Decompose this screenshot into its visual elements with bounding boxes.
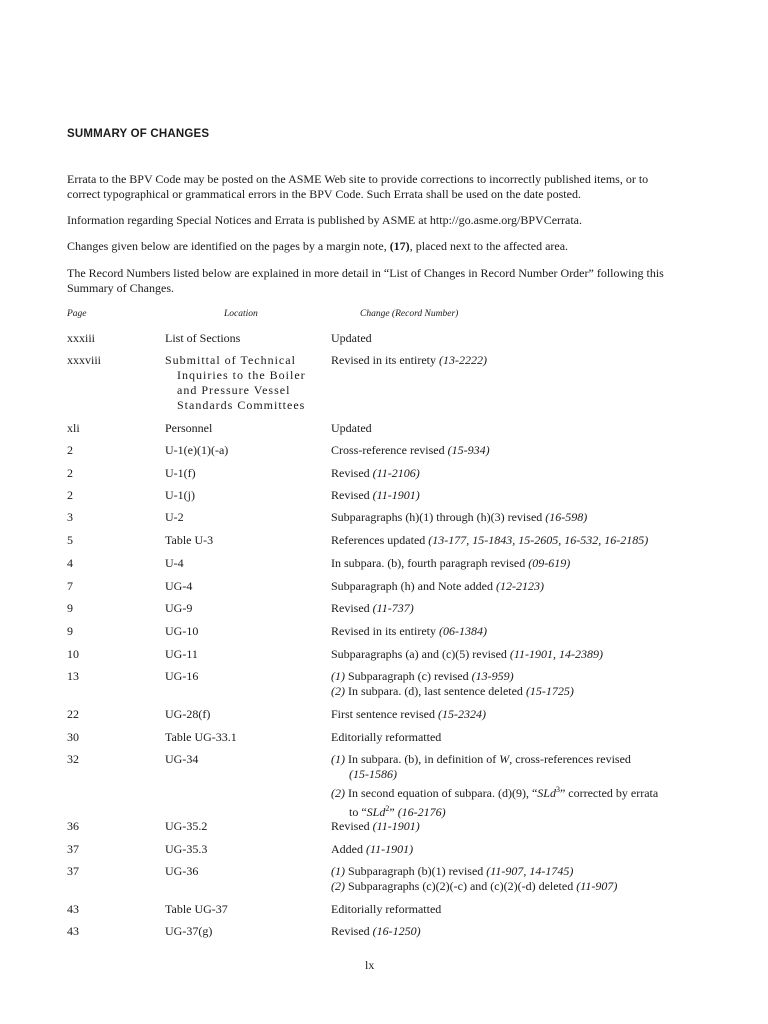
change-text: Updated bbox=[331, 421, 372, 435]
item-number: (1) bbox=[331, 752, 345, 766]
change-text: Subparagraphs (h)(1) through (h)(3) revised bbox=[331, 510, 546, 524]
superscript: 3 bbox=[555, 785, 560, 794]
row-page: 4 bbox=[67, 556, 73, 570]
intro-paragraph-record-numbers: The Record Numbers listed below are explained in more detail in “List of Changes in Record Number Order” following this Summary of Changes. bbox=[67, 266, 664, 295]
row-page: 30 bbox=[67, 730, 79, 744]
row-location: U-1(j) bbox=[165, 488, 195, 502]
location-line: Standards Committees bbox=[177, 398, 306, 412]
change-text: , cross-references revised bbox=[509, 752, 631, 766]
margin-note-marker: (17) bbox=[389, 239, 410, 253]
intro-paragraph-margin-note bbox=[67, 239, 681, 254]
change-text: Subparagraph (c) revised bbox=[345, 669, 472, 683]
page-number: lx bbox=[365, 958, 375, 972]
change-text: Revised bbox=[331, 601, 373, 615]
column-header-page: Page bbox=[67, 309, 87, 319]
row-change bbox=[331, 819, 681, 834]
change-text: In second equation of subpara. (d)(9), “ bbox=[345, 786, 538, 800]
change-item bbox=[331, 879, 681, 894]
change-item bbox=[331, 669, 681, 684]
margin-note-text: Changes given below are identified on the pages by a margin note, bbox=[67, 239, 390, 253]
row-location: UG-37(g) bbox=[165, 924, 213, 938]
record-number: (15-934) bbox=[447, 443, 490, 457]
record-number: (15-2324) bbox=[437, 707, 486, 721]
change-text: Revised bbox=[331, 819, 373, 833]
record-number: (16-598) bbox=[545, 510, 588, 524]
row-change bbox=[331, 466, 681, 481]
row-location: Table UG-33.1 bbox=[165, 730, 237, 744]
record-number: (11-1901) bbox=[366, 842, 414, 856]
row-location: UG-16 bbox=[165, 669, 199, 683]
row-location: U-4 bbox=[165, 556, 184, 570]
item-number: (2) bbox=[331, 786, 345, 800]
change-text: Editorially reformatted bbox=[331, 902, 442, 916]
margin-note-text-end: , placed next to the affected area. bbox=[409, 239, 569, 253]
record-number: (13-959) bbox=[471, 669, 514, 683]
change-text: Revised in its entirety bbox=[331, 353, 439, 367]
record-number: (11-1901, 14-2389) bbox=[509, 647, 604, 661]
record-number: (11-1901) bbox=[372, 488, 420, 502]
row-location: UG-35.3 bbox=[165, 842, 208, 856]
row-page: 36 bbox=[67, 819, 79, 833]
variable: SLd bbox=[366, 805, 386, 819]
location-line: Inquiries to the Boiler bbox=[177, 368, 306, 382]
item-number: (1) bbox=[331, 864, 345, 878]
row-location: UG-28(f) bbox=[165, 707, 211, 721]
row-change bbox=[331, 730, 681, 745]
row-page: xxxiii bbox=[67, 331, 96, 345]
intro-paragraph-errata: Errata to the BPV Code may be posted on the ASME Web site to provide corrections to incorrectly published items, or to correct typographical or grammatical errors in the BPV Code. Such Errata shall be used on the date posted. bbox=[67, 172, 649, 201]
row-page: 22 bbox=[67, 707, 79, 721]
row-change bbox=[331, 331, 681, 346]
row-location: UG-35.2 bbox=[165, 819, 208, 833]
row-change bbox=[331, 752, 681, 820]
change-text: Subparagraphs (c)(2)(-c) and (c)(2)(-d) deleted bbox=[345, 879, 577, 893]
change-text: Cross-reference revised bbox=[331, 443, 448, 457]
record-number: (11-737) bbox=[372, 601, 414, 615]
row-change bbox=[331, 842, 681, 857]
item-number: (1) bbox=[331, 669, 345, 683]
row-change bbox=[331, 510, 681, 525]
item-number: (2) bbox=[331, 684, 345, 698]
row-change bbox=[331, 924, 681, 939]
row-page: 9 bbox=[67, 624, 73, 638]
record-number: (11-907) bbox=[576, 879, 618, 893]
row-change bbox=[331, 353, 681, 368]
change-item-continued bbox=[331, 801, 681, 820]
row-location: UG-9 bbox=[165, 601, 193, 615]
change-text: to “ bbox=[349, 805, 367, 819]
row-page: 37 bbox=[67, 864, 79, 878]
row-change bbox=[331, 488, 681, 503]
row-page: xli bbox=[67, 421, 80, 435]
row-change bbox=[331, 902, 681, 917]
change-item bbox=[331, 684, 681, 699]
row-change bbox=[331, 669, 681, 699]
record-number: (09-619) bbox=[528, 556, 571, 570]
record-number: (11-907, 14-1745) bbox=[486, 864, 574, 878]
intro-paragraph-notices: Information regarding Special Notices and Errata is published by ASME at http://go.asme.org/BPVCerrata. bbox=[67, 213, 583, 227]
row-change bbox=[331, 624, 681, 639]
row-page: 5 bbox=[67, 533, 73, 547]
change-text: Revised in its entirety bbox=[331, 624, 439, 638]
row-page: 2 bbox=[67, 443, 73, 457]
change-text: Revised bbox=[331, 466, 373, 480]
change-text: In subpara. (b), fourth paragraph revised bbox=[331, 556, 529, 570]
row-location: UG-34 bbox=[165, 752, 199, 766]
row-change bbox=[331, 647, 681, 662]
record-number: (15-1586) bbox=[349, 767, 397, 781]
row-page: 3 bbox=[67, 510, 73, 524]
change-item bbox=[331, 782, 681, 801]
row-page: 13 bbox=[67, 669, 79, 683]
row-change bbox=[331, 864, 681, 894]
row-page: 2 bbox=[67, 488, 73, 502]
row-change bbox=[331, 601, 681, 616]
change-text: In subpara. (b), in definition of bbox=[345, 752, 500, 766]
change-text: Updated bbox=[331, 331, 372, 345]
record-number: (16-2176) bbox=[397, 805, 446, 819]
row-location: Table UG-37 bbox=[165, 902, 228, 916]
variable: W bbox=[499, 752, 510, 766]
row-page: 32 bbox=[67, 752, 79, 766]
superscript: 2 bbox=[385, 804, 390, 813]
record-number: (11-2106) bbox=[372, 466, 420, 480]
row-change bbox=[331, 421, 681, 436]
row-location: UG-10 bbox=[165, 624, 199, 638]
row-location: Table U-3 bbox=[165, 533, 214, 547]
record-number: (13-2222) bbox=[438, 353, 487, 367]
row-location: UG-36 bbox=[165, 864, 199, 878]
row-page: 2 bbox=[67, 466, 73, 480]
change-text: Revised bbox=[331, 924, 373, 938]
page-title: SUMMARY OF CHANGES bbox=[67, 128, 210, 140]
change-text: ” corrected by errata bbox=[559, 786, 659, 800]
row-location: U-2 bbox=[165, 510, 184, 524]
record-number: (11-1901) bbox=[372, 819, 420, 833]
row-change bbox=[331, 533, 681, 548]
row-page: 9 bbox=[67, 601, 73, 615]
row-page: 7 bbox=[67, 579, 73, 593]
row-page: 37 bbox=[67, 842, 79, 856]
change-text: In subpara. (d), last sentence deleted bbox=[345, 684, 526, 698]
row-page: xxxviii bbox=[67, 353, 102, 367]
row-location: U-1(f) bbox=[165, 466, 196, 480]
change-text: Editorially reformatted bbox=[331, 730, 442, 744]
row-page: 43 bbox=[67, 924, 79, 938]
change-item bbox=[331, 864, 681, 879]
record-number: (16-1250) bbox=[372, 924, 421, 938]
change-item bbox=[331, 752, 681, 767]
row-location: U-1(e)(1)(-a) bbox=[165, 443, 229, 457]
row-change bbox=[331, 443, 681, 458]
record-number: (12-2123) bbox=[495, 579, 544, 593]
row-location: UG-4 bbox=[165, 579, 193, 593]
change-text: ” bbox=[389, 805, 398, 819]
record-number: (06-1384) bbox=[438, 624, 487, 638]
change-item-continued bbox=[331, 767, 681, 782]
change-text: Subparagraphs (a) and (c)(5) revised bbox=[331, 647, 510, 661]
change-text: Added bbox=[331, 842, 366, 856]
row-location: UG-11 bbox=[165, 647, 198, 661]
row-change bbox=[331, 707, 681, 722]
change-text: References updated bbox=[331, 533, 429, 547]
change-text: First sentence revised bbox=[331, 707, 438, 721]
row-change bbox=[331, 579, 681, 594]
change-text: Subparagraph (h) and Note added bbox=[331, 579, 496, 593]
row-change bbox=[331, 556, 681, 571]
row-page: 43 bbox=[67, 902, 79, 916]
change-text: Subparagraph (b)(1) revised bbox=[345, 864, 487, 878]
row-location bbox=[165, 353, 315, 413]
column-header-change: Change (Record Number) bbox=[360, 309, 459, 319]
row-location: Personnel bbox=[165, 421, 213, 435]
location-line: and Pressure Vessel bbox=[177, 383, 291, 397]
row-page: 10 bbox=[67, 647, 79, 661]
record-number: (15-1725) bbox=[525, 684, 574, 698]
column-header-location: Location bbox=[224, 309, 258, 319]
item-number: (2) bbox=[331, 879, 345, 893]
location-line: Submittal of Technical bbox=[165, 353, 296, 367]
variable: SLd bbox=[537, 786, 556, 800]
record-number: (13-177, 15-1843, 15-2605, 16-532, 16-2185) bbox=[428, 533, 649, 547]
row-location: List of Sections bbox=[165, 331, 241, 345]
change-text: Revised bbox=[331, 488, 373, 502]
